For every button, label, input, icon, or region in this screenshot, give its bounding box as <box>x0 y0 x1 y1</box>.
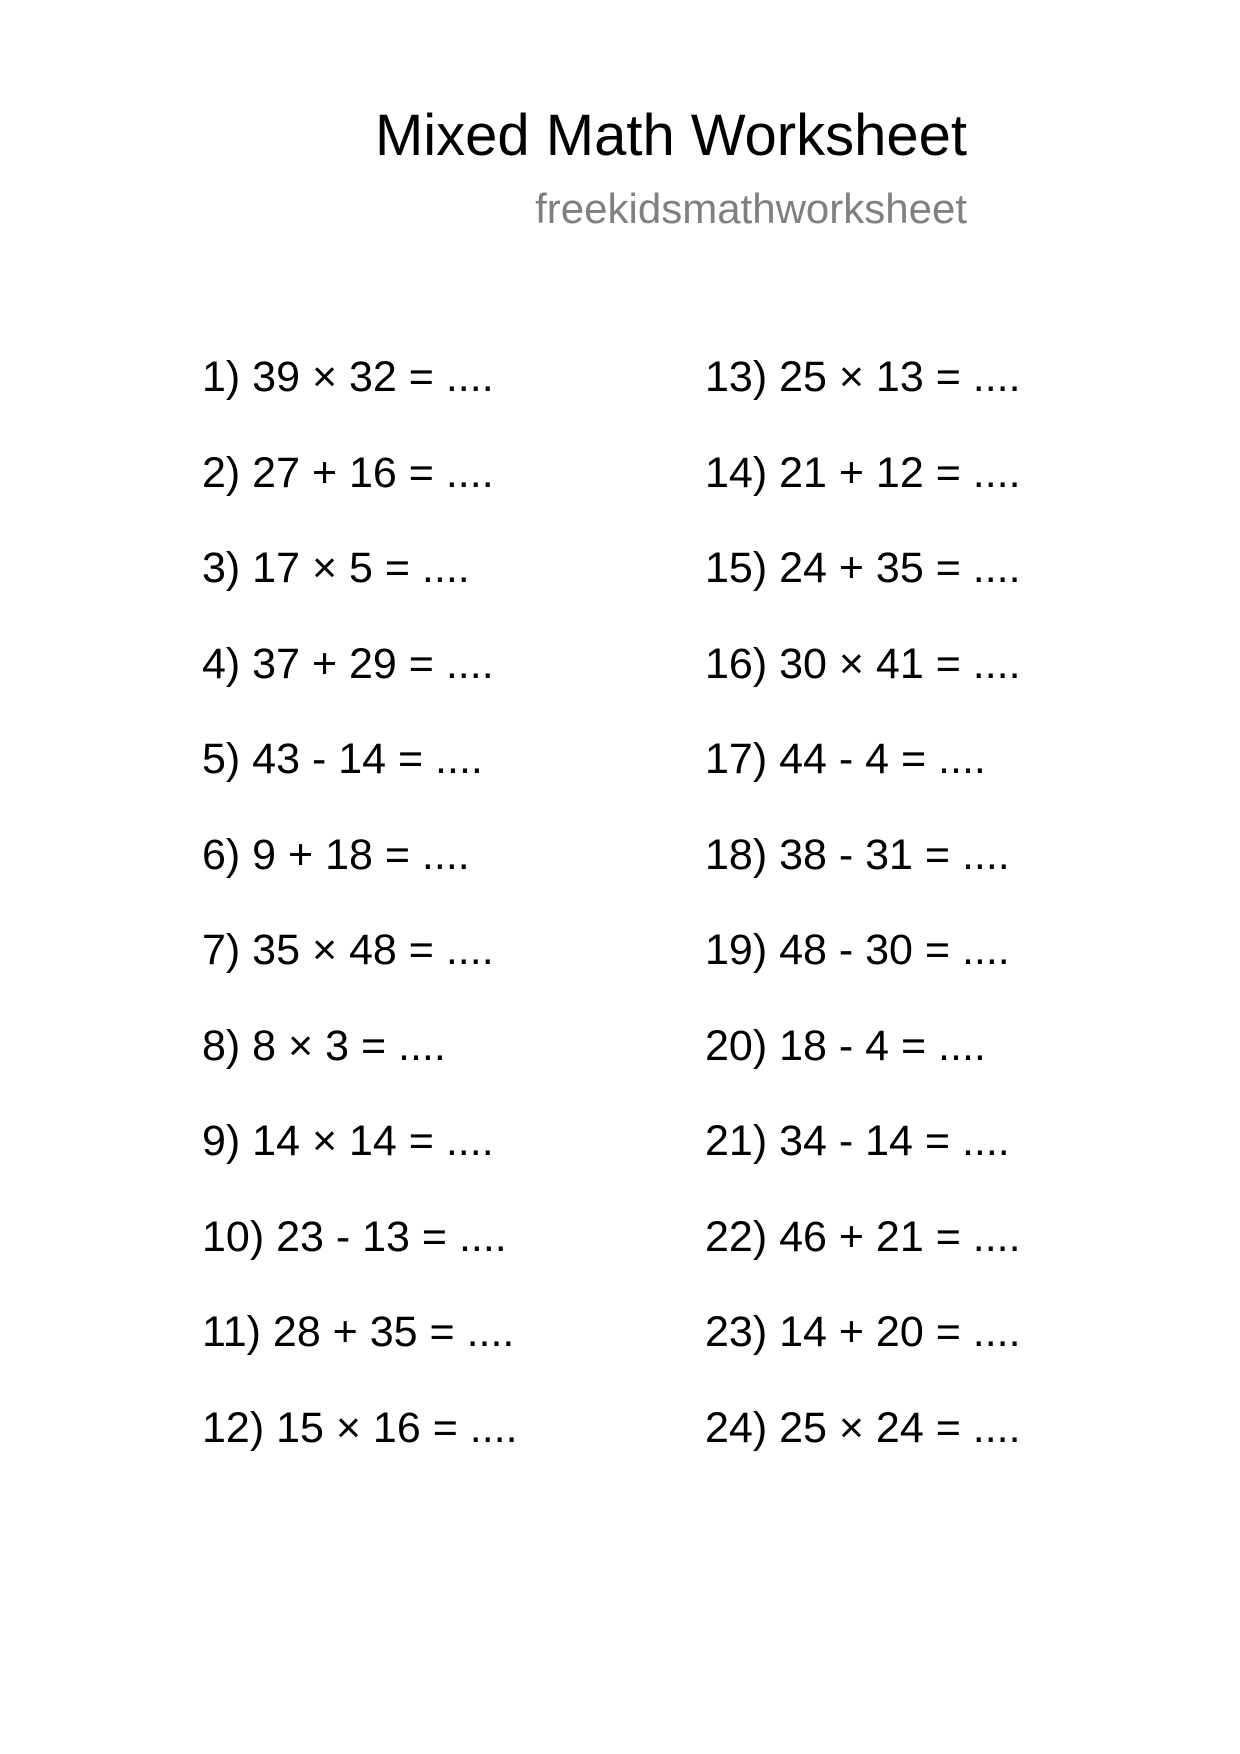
problem-8: 8) 8 × 3 = .... <box>202 1021 446 1070</box>
problem-11: 11) 28 + 35 = .... <box>202 1308 515 1356</box>
problem-4: 4) 37 + 29 = .... <box>202 639 494 688</box>
page-subtitle: freekidsmathworksheet <box>535 185 967 232</box>
problem-5: 5) 43 - 14 = .... <box>202 735 483 783</box>
worksheet-header <box>0 0 1240 260</box>
problem-16: 16) 30 × 41 = .... <box>705 639 1021 688</box>
problem-17: 17) 44 - 4 = .... <box>705 735 986 783</box>
problem-1: 1) 39 × 32 = .... <box>202 353 494 401</box>
problem-column-left <box>202 347 672 1493</box>
problem-12: 12) 15 × 16 = .... <box>202 1403 518 1452</box>
problem-3: 3) 17 × 5 = .... <box>202 544 470 592</box>
problem-2: 2) 27 + 16 = .... <box>202 448 494 497</box>
problem-column-right <box>705 347 1175 1493</box>
problem-14: 14) 21 + 12 = .... <box>705 448 1021 497</box>
problem-24: 24) 25 × 24 = .... <box>705 1403 1021 1452</box>
problem-22: 22) 46 + 21 = .... <box>705 1212 1021 1261</box>
problem-23: 23) 14 + 20 = .... <box>705 1308 1021 1356</box>
problem-6: 6) 9 + 18 = .... <box>202 830 470 879</box>
problem-15: 15) 24 + 35 = .... <box>705 544 1021 592</box>
problem-21: 21) 34 - 14 = .... <box>705 1117 1010 1165</box>
problem-20: 20) 18 - 4 = .... <box>705 1021 986 1070</box>
problem-7: 7) 35 × 48 = .... <box>202 926 494 974</box>
problem-19: 19) 48 - 30 = .... <box>705 926 1010 974</box>
page-title: Mixed Math Worksheet <box>374 103 967 168</box>
problem-10: 10) 23 - 13 = .... <box>202 1212 507 1261</box>
problem-9: 9) 14 × 14 = .... <box>202 1117 494 1165</box>
problem-13: 13) 25 × 13 = .... <box>705 353 1021 401</box>
problem-18: 18) 38 - 31 = .... <box>705 830 1010 879</box>
